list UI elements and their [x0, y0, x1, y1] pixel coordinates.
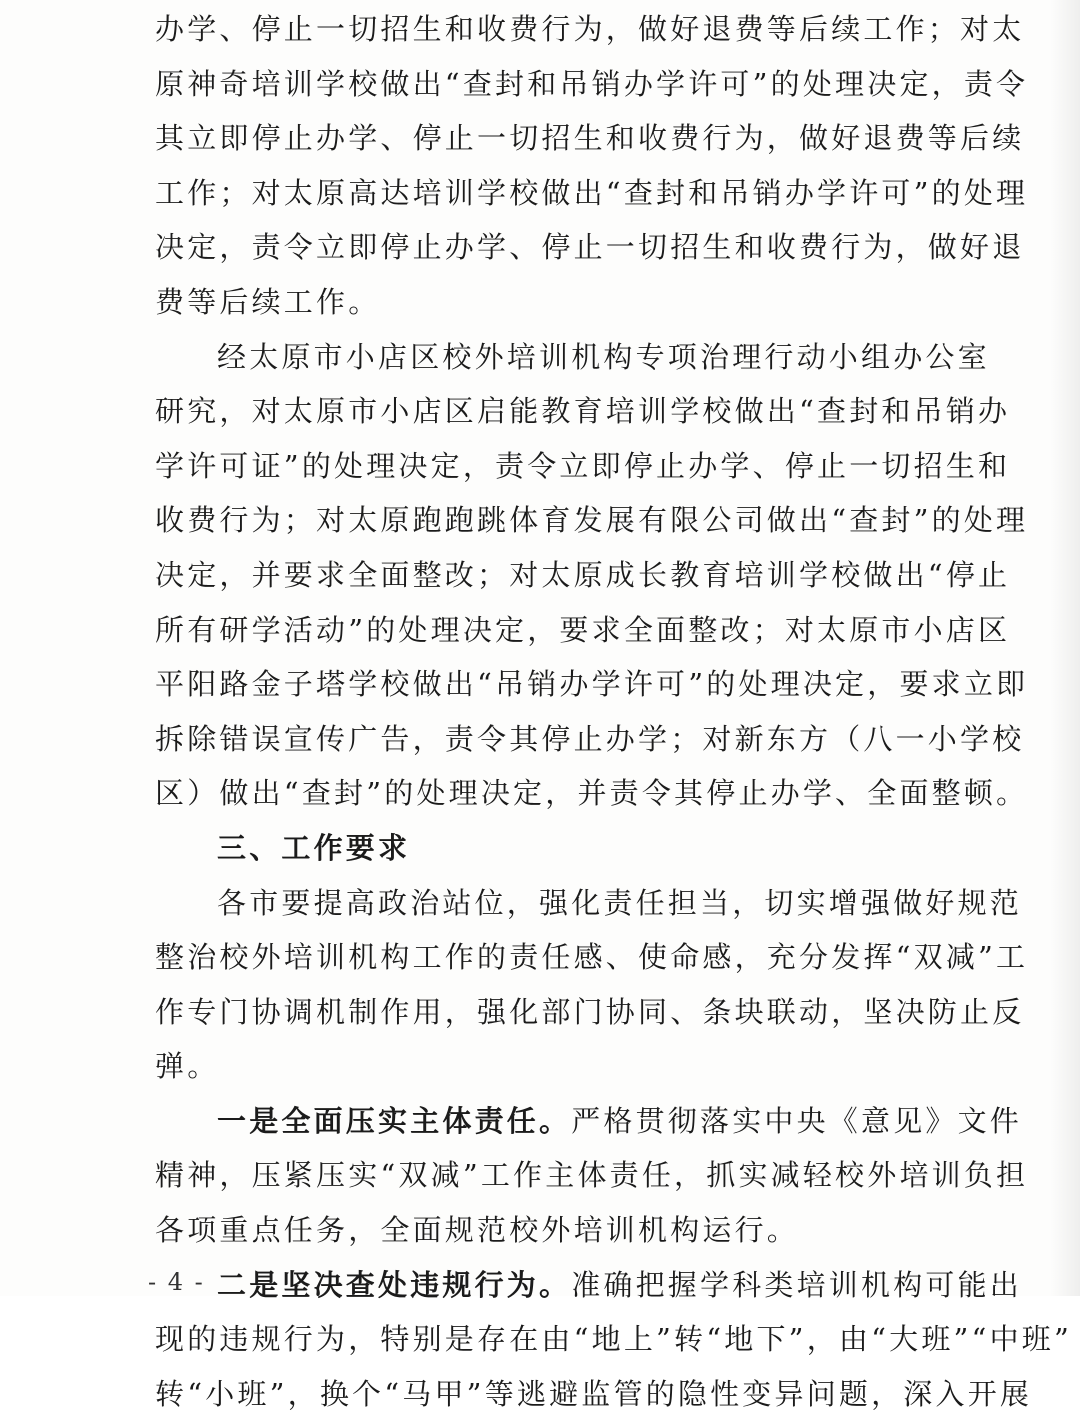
line-text: 其立即停止办学、停止一切招生和收费行为，做好退费等后续 [155, 121, 1025, 156]
line-text: 严格贯彻落实中央《意见》文件 [571, 1103, 1023, 1138]
text-line [155, 1203, 955, 1258]
bold-lead-phrase: 一是全面压实主体责任。 [217, 1103, 572, 1138]
line-text: 原神奇培训学校做出“查封和吊销办学许可”的处理决定，责令 [155, 66, 1029, 101]
text-line [155, 330, 990, 385]
bold-lead-phrase: 二是坚决查处违规行为。 [217, 1267, 572, 1302]
line-text: 作专门协调机制作用，强化部门协同、条块联动，坚决防止反 [155, 994, 1025, 1029]
text-line [155, 712, 1025, 767]
line-text: 经太原市小店区校外培训机构专项治理行动小组办公室 [217, 339, 990, 374]
text-line [155, 1312, 1073, 1367]
line-text: 转“小班”，换个“马甲”等逃避监管的隐性变异问题，深入开展 [155, 1376, 1033, 1411]
text-line [155, 1039, 955, 1094]
line-text: 整治校外培训机构工作的责任感、使命感，充分发挥“双减”工 [155, 940, 1029, 975]
line-text: 精神，压紧压实“双减”工作主体责任，抓实减轻校外培训负担 [155, 1158, 1029, 1193]
page-number: - 4 - [148, 1268, 205, 1296]
text-line [155, 111, 1025, 166]
text-line [155, 985, 1025, 1040]
line-text: 各市要提高政治站位，强化责任担当，切实增强做好规范 [217, 885, 1023, 920]
section-heading [155, 821, 955, 876]
text-line [155, 766, 1029, 821]
line-text: 费等后续工作。 [155, 284, 381, 319]
line-text: 所有研学活动”的处理决定，要求全面整改；对太原市小店区 [155, 612, 1011, 647]
line-text: 三、工作要求 [217, 830, 411, 865]
line-text: 学许可证”的处理决定，责令立即停止办学、停止一切招生和 [155, 448, 1011, 483]
text-line [155, 384, 1011, 439]
line-text: 区）做出“查封”的处理决定，并责令其停止办学、全面整顿。 [155, 776, 1029, 811]
text-line [155, 1367, 1033, 1421]
text-line [155, 493, 1029, 548]
text-line [155, 220, 1025, 275]
text-line [155, 1148, 1029, 1203]
line-text: 准确把握学科类培训机构可能出 [571, 1267, 1023, 1302]
text-line [155, 439, 1011, 494]
text-line [155, 57, 1029, 112]
line-text: 平阳路金子塔学校做出“吊销办学许可”的处理决定，要求立即 [155, 667, 1029, 702]
text-line [155, 166, 1029, 221]
line-text: 研究，对太原市小店区启能教育培训学校做出“查封和吊销办 [155, 394, 1011, 429]
text-line [155, 1094, 1023, 1149]
text-line [155, 603, 1011, 658]
line-text: 决定，并要求全面整改；对太原成长教育培训学校做出“停止 [155, 557, 1011, 592]
text-line [155, 2, 1025, 57]
line-text: 收费行为；对太原跑跑跳体育发展有限公司做出“查封”的处理 [155, 503, 1029, 538]
page-edge-shadow [1050, 0, 1080, 1296]
text-line [155, 275, 955, 330]
text-line [155, 548, 1011, 603]
line-text: 决定，责令立即停止办学、停止一切招生和收费行为，做好退 [155, 230, 1025, 265]
line-text: 各项重点任务，全面规范校外培训机构运行。 [155, 1213, 800, 1248]
text-line [155, 930, 1029, 985]
line-text: 弹。 [155, 1049, 220, 1084]
text-line [155, 876, 1023, 931]
line-text: 拆除错误宣传广告，责令其停止办学；对新东方（八一小学校 [155, 721, 1025, 756]
document-body [155, 2, 1073, 1421]
text-line [155, 1258, 1023, 1313]
line-text: 办学、停止一切招生和收费行为，做好退费等后续工作；对太 [155, 12, 1025, 46]
line-text: 工作；对太原高达培训学校做出“查封和吊销办学许可”的处理 [155, 175, 1029, 210]
line-text: 现的违规行为，特别是存在由“地上”转“地下”，由“大班”“中班” [155, 1322, 1073, 1357]
text-line [155, 657, 1029, 712]
